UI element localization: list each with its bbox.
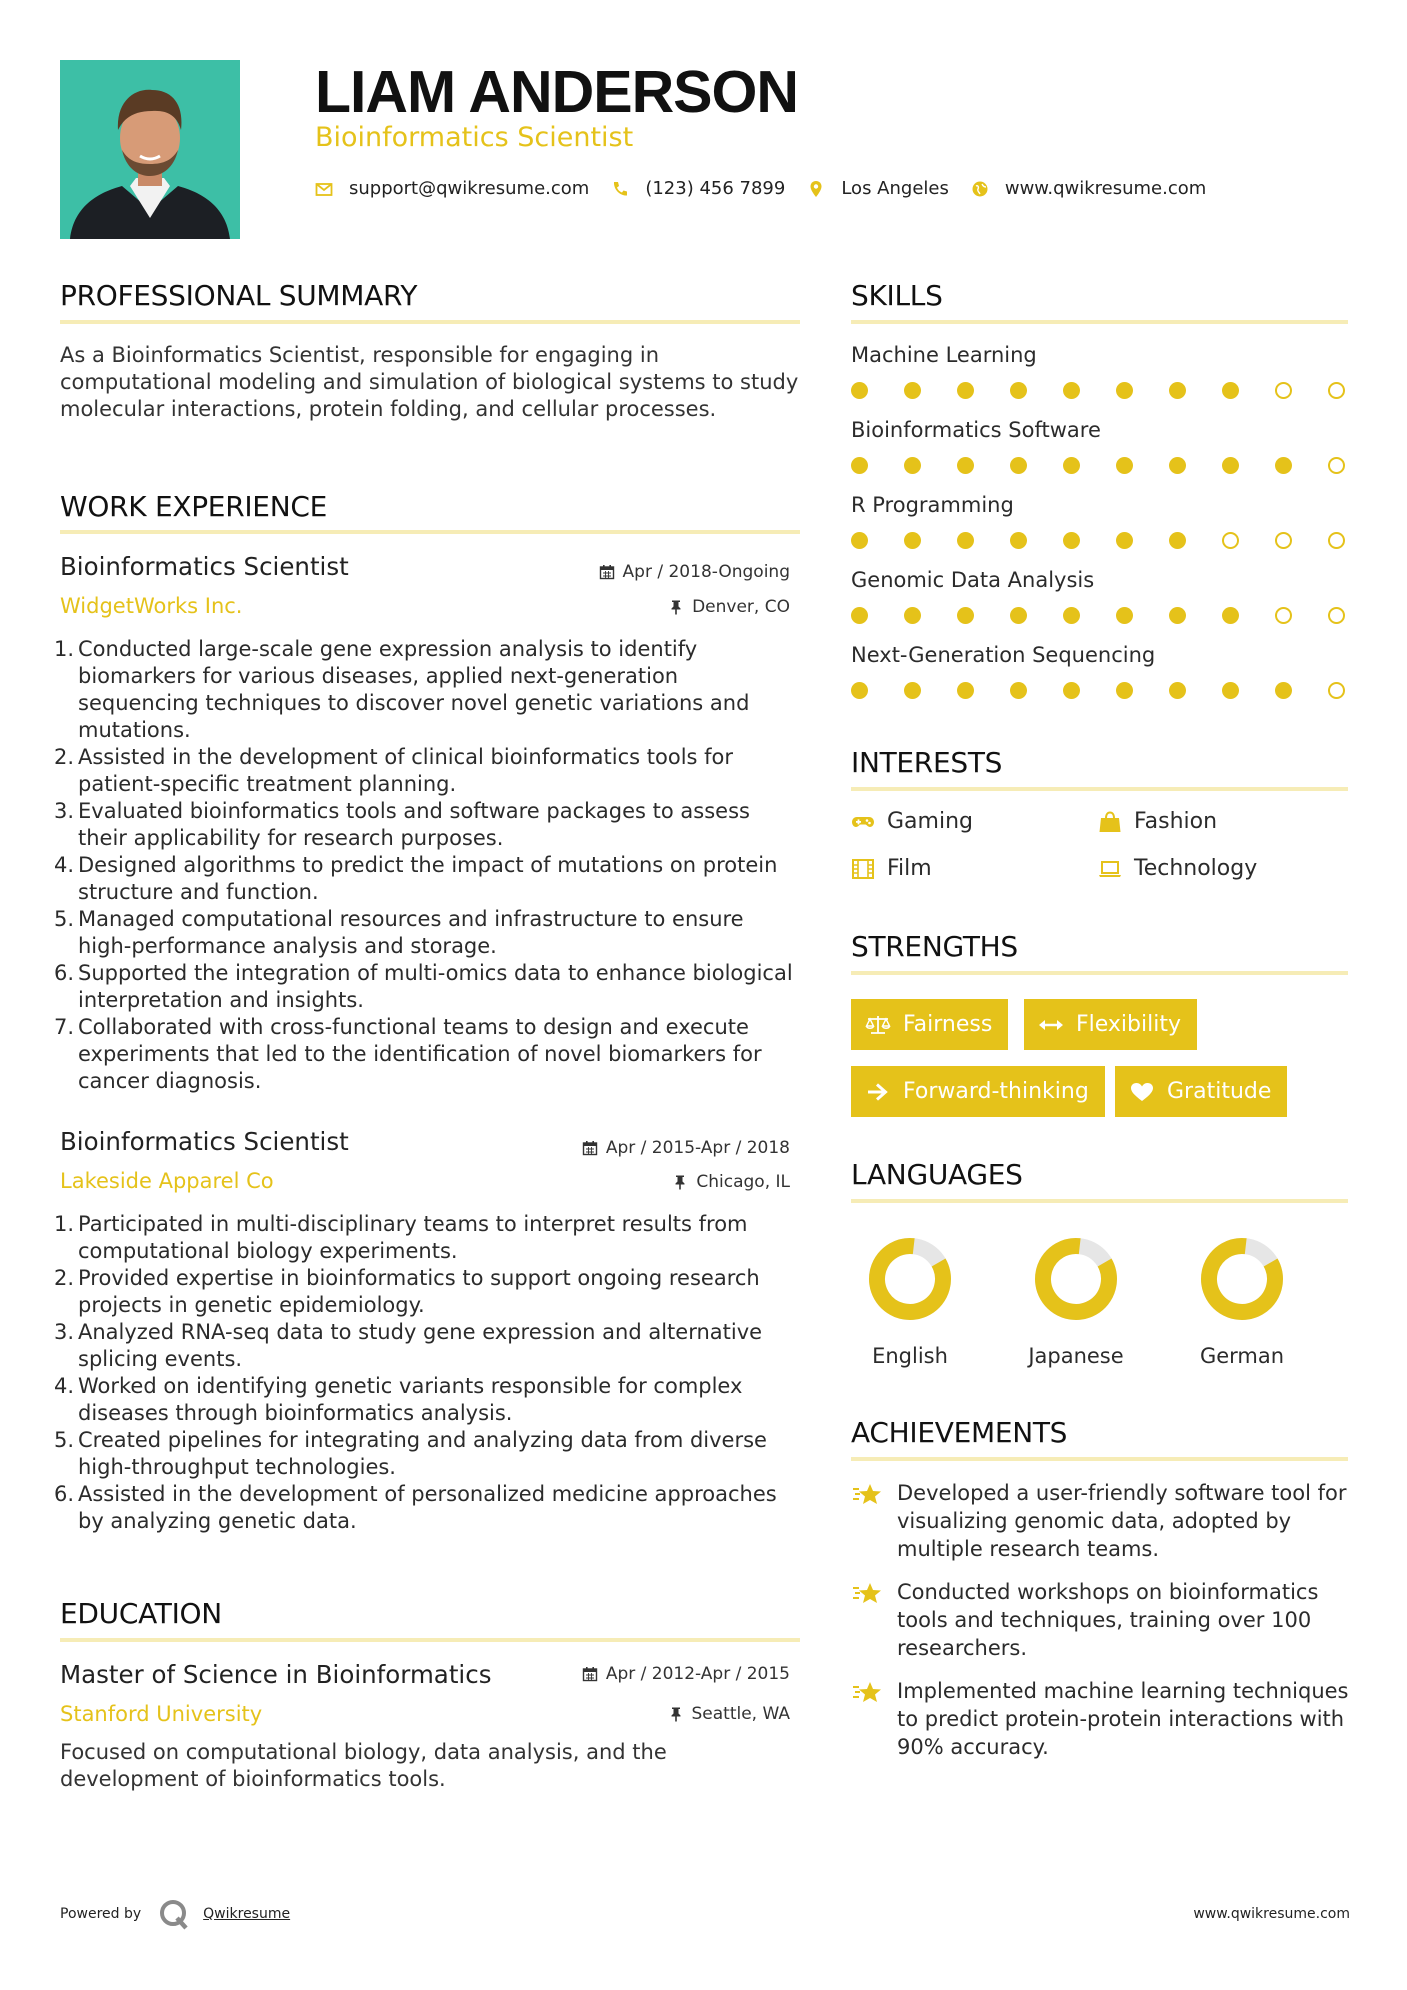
education-dates-text: Apr / 2012-Apr / 2015 [605,1664,790,1684]
skill-dot-filled [904,607,921,624]
brand-link[interactable]: Qwikresume [203,1906,291,1922]
skill-dot-filled [851,382,868,399]
skill-dot-filled [851,457,868,474]
calendar-icon [582,1140,598,1156]
arrow-right-icon [865,1081,891,1103]
skill-dot-filled [957,457,974,474]
skill-dot-filled [1222,607,1239,624]
skill-dot-filled [1169,682,1186,699]
list-item: 5. Managed computational resources and infrastructure to ensure high-performance analysis and storage. [54,907,744,958]
skill-dot-filled [1010,382,1027,399]
skill-rating [851,382,1351,402]
phone-icon [611,180,629,198]
education-heading: EDUCATION [60,1597,222,1630]
balance-scale-icon [865,1014,891,1036]
heart-icon [1129,1081,1155,1103]
language-item [996,1234,1156,1368]
list-item: 4. Worked on identifying genetic variants responsible for complex diseases through bioinformatics analysis. [54,1374,743,1425]
experience-heading: WORK EXPERIENCE [60,490,327,523]
summary-text: As a Bioinformatics Scientist, responsible for engaging in computational modeling and simulation of biological systems to study molecular interactions, protein folding, and cellular processes. [60,343,799,421]
list-item: 6. Supported the integration of multi-omics data to enhance biological interpretation and insights. [54,961,793,1012]
skill-dot-filled [851,532,868,549]
candidate-name: LIAM ANDERSON [315,59,799,125]
email-text: support@qwikresume.com [349,178,590,199]
skill-dot-filled [957,682,974,699]
list-item: 3. Analyzed RNA-seq data to study gene expression and alternative splicing events. [54,1320,763,1371]
skill-dot-empty [1328,607,1345,624]
strength-tag: Gratitude [1115,1066,1287,1117]
interest-item: Film [851,856,932,881]
skill-dot-filled [1116,682,1133,699]
contact-location [807,178,949,199]
footer-website[interactable]: www.qwikresume.com [1193,1906,1350,1922]
job-location [672,1172,790,1192]
degree-title: Master of Science in Bioinformatics [60,1660,492,1689]
shopping-bag-icon [1098,811,1122,833]
film-icon [851,858,875,880]
job-title: Bioinformatics Scientist [60,1127,349,1156]
list-item: 2. Provided expertise in bioinformatics to support ongoing research projects in genetic epidemiology. [54,1266,760,1317]
job-location [668,597,790,617]
skill-dot-filled [1169,382,1186,399]
list-item: 1. Participated in multi-disciplinary teams to interpret results from computational biology experiments. [54,1212,748,1263]
star-trophy-icon [851,1481,885,1509]
strength-tag: Fairness [851,999,1008,1050]
skill-dot-empty [1328,532,1345,549]
skill-dot-filled [1275,457,1292,474]
skill-dot-filled [957,607,974,624]
list-item: 6. Assisted in the development of personalized medicine approaches by analyzing genetic data. [54,1482,777,1533]
language-donut [865,1234,955,1324]
skill-dot-filled [1116,607,1133,624]
skill-dot-filled [1010,532,1027,549]
skill-dot-empty [1275,382,1292,399]
achievements-divider [851,1457,1348,1461]
job-dates-text: Apr / 2015-Apr / 2018 [605,1138,790,1158]
job-company: Lakeside Apparel Co [60,1169,274,1193]
job-dates [582,1138,790,1158]
skill-dot-filled [1222,682,1239,699]
education-location [668,1704,791,1724]
summary-divider [60,320,800,324]
language-item [1162,1234,1322,1368]
job-title: Bioinformatics Scientist [60,552,349,581]
achievements-heading: ACHIEVEMENTS [851,1416,1068,1449]
language-item [830,1234,990,1368]
skill-dot-filled [1063,682,1080,699]
skill-dot-filled [904,457,921,474]
laptop-icon [1098,858,1122,880]
skill-rating [851,532,1351,552]
skill-dot-filled [851,607,868,624]
star-trophy-icon [851,1679,885,1707]
strength-tag: Forward-thinking [851,1066,1105,1117]
skill-dot-filled [1222,457,1239,474]
skill-rating [851,457,1351,477]
website-text: www.qwikresume.com [1004,178,1207,199]
skill-name: Next-Generation Sequencing [851,643,1156,667]
job-dates-text: Apr / 2018-Ongoing [622,562,790,582]
list-item: 2. Assisted in the development of clinical bioinformatics tools for patient-specific treatment planning. [54,745,734,796]
skill-dot-filled [1063,532,1080,549]
donut-fill [1031,1234,1121,1324]
qwikresume-logo-icon [157,1897,191,1931]
interests-divider [851,787,1348,791]
education-location-text: Seattle, WA [691,1704,790,1724]
skill-dot-filled [1169,532,1186,549]
donut-fill [865,1234,955,1324]
strengths-divider [851,971,1348,975]
list-item: 7. Collaborated with cross-functional teams to design and execute experiments that led to the identification of novel biomarkers for cancer diagnosis. [54,1015,762,1093]
language-donut [1031,1234,1121,1324]
language-name: English [872,1344,948,1368]
skill-dot-filled [904,382,921,399]
skills-divider [851,320,1348,324]
skill-rating [851,682,1351,702]
candidate-title: Bioinformatics Scientist [315,122,634,153]
contact-email[interactable] [315,178,589,199]
list-item: 4. Designed algorithms to predict the impact of mutations on protein structure and function. [54,853,778,904]
job-duties-list [54,636,800,1095]
skill-dot-filled [1116,532,1133,549]
skill-dot-filled [1275,682,1292,699]
gamepad-icon [851,811,875,833]
language-name: Japanese [1028,1344,1124,1368]
languages-heading: LANGUAGES [851,1158,1023,1191]
profile-photo [60,60,240,239]
skill-dot-empty [1222,532,1239,549]
contact-phone[interactable] [611,178,785,199]
job-dates [599,562,790,582]
arrows-horizontal-icon [1038,1014,1064,1036]
contact-website[interactable] [971,178,1206,199]
powered-by-text: Powered by [60,1906,142,1922]
language-name: German [1199,1344,1285,1368]
language-donut [1197,1234,1287,1324]
interest-item: Technology [1098,856,1257,881]
job-company: WidgetWorks Inc. [60,594,243,618]
interests-heading: INTERESTS [851,746,1003,779]
contact-bar [315,178,1228,199]
skill-dot-filled [1063,382,1080,399]
achievement-item: Developed a user-friendly software tool for visualizing genomic data, adopted by multiple research teams. [851,1479,1351,1563]
strength-tag: Flexibility [1024,999,1197,1050]
skill-name: Genomic Data Analysis [851,568,1095,592]
job-location-text: Chicago, IL [696,1172,790,1192]
education-dates [582,1664,790,1684]
school-name: Stanford University [60,1702,263,1726]
achievement-item: Conducted workshops on bioinformatics tools and techniques, training over 100 researchers. [851,1578,1351,1662]
skill-dot-filled [904,682,921,699]
skill-dot-filled [1116,382,1133,399]
location-text: Los Angeles [841,178,949,199]
skill-dot-empty [1328,682,1345,699]
star-trophy-icon [851,1580,885,1608]
skill-dot-filled [1010,457,1027,474]
calendar-icon [599,564,615,580]
strengths-heading: STRENGTHS [851,930,1018,963]
list-item: 5. Created pipelines for integrating and analyzing data from diverse high-throughput technologies. [54,1428,767,1479]
education-divider [60,1638,800,1642]
skill-dot-filled [1063,457,1080,474]
skill-rating [851,607,1351,627]
skill-dot-filled [1116,457,1133,474]
skills-heading: SKILLS [851,279,943,312]
phone-text: (123) 456 7899 [645,178,786,199]
footer-powered-by [60,1897,290,1931]
interest-item: Fashion [1098,809,1217,834]
languages-divider [851,1199,1348,1203]
education-description: Focused on computational biology, data analysis, and the development of bioinformatics tools. [60,1740,667,1791]
skill-dot-empty [1328,457,1345,474]
map-pin-icon [807,180,825,198]
list-item: 1. Conducted large-scale gene expression analysis to identify biomarkers for various diseases, applied next-generation sequencing techniques to discover novel genetic variations and mutations. [54,637,750,742]
pushpin-icon [668,1706,684,1722]
skill-dot-filled [1169,607,1186,624]
skill-dot-filled [1010,682,1027,699]
skill-name: Machine Learning [851,343,1037,367]
skill-dot-filled [957,532,974,549]
skill-name: R Programming [851,493,1014,517]
donut-fill [1197,1234,1287,1324]
interest-item: Gaming [851,809,973,834]
job-duties-list [54,1211,800,1535]
skill-dot-filled [1010,607,1027,624]
skill-dot-filled [1063,607,1080,624]
experience-divider [60,530,800,534]
skill-dot-filled [1169,457,1186,474]
list-item: 3. Evaluated bioinformatics tools and software packages to assess their applicability for research purposes. [54,799,750,850]
envelope-icon [315,180,333,198]
skill-dot-empty [1328,382,1345,399]
skill-dot-empty [1275,532,1292,549]
skill-dot-empty [1275,607,1292,624]
skill-dot-filled [851,682,868,699]
summary-heading: PROFESSIONAL SUMMARY [60,279,418,312]
achievement-item: Implemented machine learning techniques to predict protein-protein interactions with 90% accuracy. [851,1677,1351,1761]
skill-name: Bioinformatics Software [851,418,1101,442]
job-location-text: Denver, CO [692,597,790,617]
globe-icon [971,180,989,198]
skill-dot-filled [957,382,974,399]
pushpin-icon [672,1174,688,1190]
pushpin-icon [668,599,684,615]
skill-dot-filled [1222,382,1239,399]
calendar-icon [582,1666,598,1682]
skill-dot-filled [904,532,921,549]
